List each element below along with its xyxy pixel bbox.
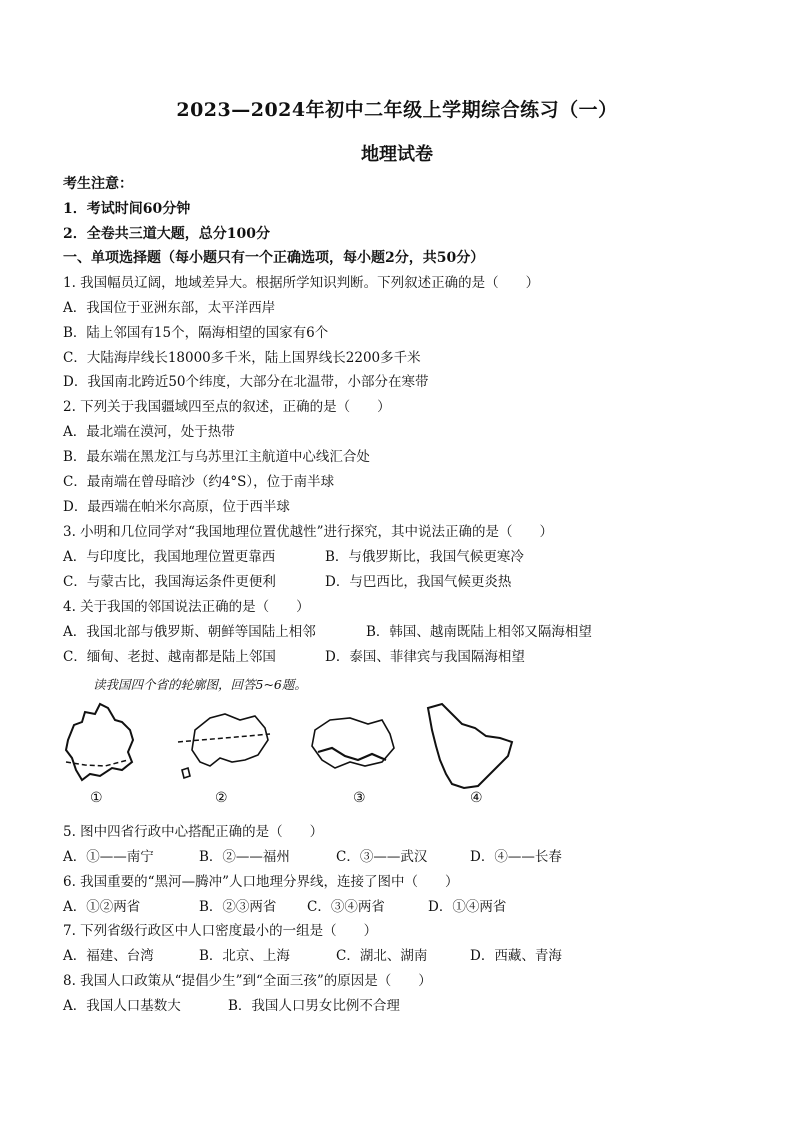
- question-1-option-a: A．我国位于亚洲东部，太平洋西岸: [63, 300, 276, 316]
- question-2-option-c: C．最南端在曾母暗沙（约4°S），位于南半球: [63, 474, 335, 490]
- map-label-4: ④: [470, 790, 483, 806]
- map-label-3: ③: [353, 790, 366, 806]
- page-title: 2023—2024年初中二年级上学期综合练习（一）: [176, 99, 618, 121]
- question-3-option-b: B．与俄罗斯比，我国气候更寒冷: [325, 549, 524, 565]
- question-8-stem: 8. 我国人口政策从“提倡少生”到“全面三孩”的原因是（ ）: [63, 973, 432, 989]
- question-7-option-b: B．北京、上海: [199, 948, 290, 964]
- question-5-option-d: D．④——长春: [470, 849, 562, 865]
- province-outline-figure: [60, 700, 530, 815]
- question-2-option-d: D．最西端在帕米尔高原，位于西半球: [63, 499, 290, 515]
- question-3-option-a: A．与印度比，我国地理位置更靠西: [63, 549, 276, 565]
- question-5-option-a: A．①——南宁: [63, 849, 154, 865]
- question-6-option-c: C．③④两省: [307, 899, 385, 915]
- province-map-2: [178, 714, 270, 778]
- notice-item-1: 1．考试时间60分钟: [63, 201, 191, 217]
- question-4-option-c: C．缅甸、老挝、越南都是陆上邻国: [63, 649, 276, 665]
- page-subtitle: 地理试卷: [361, 144, 433, 165]
- notice-heading: 考生注意：: [63, 176, 133, 192]
- question-4-option-a: A．我国北部与俄罗斯、朝鲜等国陆上相邻: [63, 624, 316, 640]
- question-3-option-c: C．与蒙古比，我国海运条件更便利: [63, 574, 276, 590]
- section-1-heading: 一、单项选择题（每小题只有一个正确选项，每小题2分，共50分）: [63, 250, 485, 266]
- question-6-option-d: D．①④两省: [428, 899, 507, 915]
- map-intro: 读我国四个省的轮廓图，回答5~6题。: [93, 677, 307, 692]
- question-7-stem: 7. 下列省级行政区中人口密度最小的一组是（ ）: [63, 923, 378, 939]
- question-3-option-d: D．与巴西比，我国气候更炎热: [325, 574, 512, 590]
- province-map-1: [66, 704, 133, 780]
- question-4-stem: 4. 关于我国的邻国说法正确的是（ ）: [63, 599, 310, 615]
- question-2-stem: 2. 下列关于我国疆域四至点的叙述，正确的是（ ）: [63, 399, 391, 415]
- question-4-option-b: B．韩国、越南既陆上相邻又隔海相望: [366, 624, 592, 640]
- question-5-option-c: C．③——武汉: [336, 849, 428, 865]
- question-3-stem: 3. 小明和几位同学对“我国地理位置优越性”进行探究，其中说法正确的是（ ）: [63, 524, 553, 540]
- question-1-stem: 1. 我国幅员辽阔，地域差异大。根据所学知识判断。下列叙述正确的是（ ）: [63, 275, 540, 291]
- question-1-option-c: C．大陆海岸线长18000多千米，陆上国界线长2200多千米: [63, 350, 421, 366]
- question-5-option-b: B．②——福州: [199, 849, 290, 865]
- question-7-option-a: A．福建、台湾: [63, 948, 154, 964]
- question-7-option-c: C．湖北、湖南: [336, 948, 428, 964]
- province-map-3: [312, 718, 394, 768]
- question-1-option-b: B．陆上邻国有15个，隔海相望的国家有6个: [63, 325, 329, 341]
- question-8-option-a: A．我国人口基数大: [63, 998, 181, 1014]
- question-7-option-d: D．西藏、青海: [470, 948, 562, 964]
- question-2-option-a: A．最北端在漠河，处于热带: [63, 424, 235, 440]
- map-label-1: ①: [90, 790, 103, 806]
- question-2-option-b: B．最东端在黑龙江与乌苏里江主航道中心线汇合处: [63, 449, 370, 465]
- province-map-4: [428, 704, 512, 788]
- question-4-option-d: D．泰国、菲律宾与我国隔海相望: [325, 649, 525, 665]
- question-6-stem: 6. 我国重要的“黑河—腾冲”人口地理分界线，连接了图中（ ）: [63, 874, 459, 890]
- question-6-option-a: A．①②两省: [63, 899, 141, 915]
- notice-item-2: 2．全卷共三道大题，总分100分: [63, 226, 270, 242]
- question-5-stem: 5. 图中四省行政中心搭配正确的是（ ）: [63, 824, 324, 840]
- question-1-option-d: D．我国南北跨近50个纬度，大部分在北温带，小部分在寒带: [63, 374, 429, 390]
- question-6-option-b: B．②③两省: [199, 899, 277, 915]
- map-label-2: ②: [215, 790, 228, 806]
- question-8-option-b: B．我国人口男女比例不合理: [228, 998, 400, 1014]
- province-outline-svg: [60, 700, 530, 815]
